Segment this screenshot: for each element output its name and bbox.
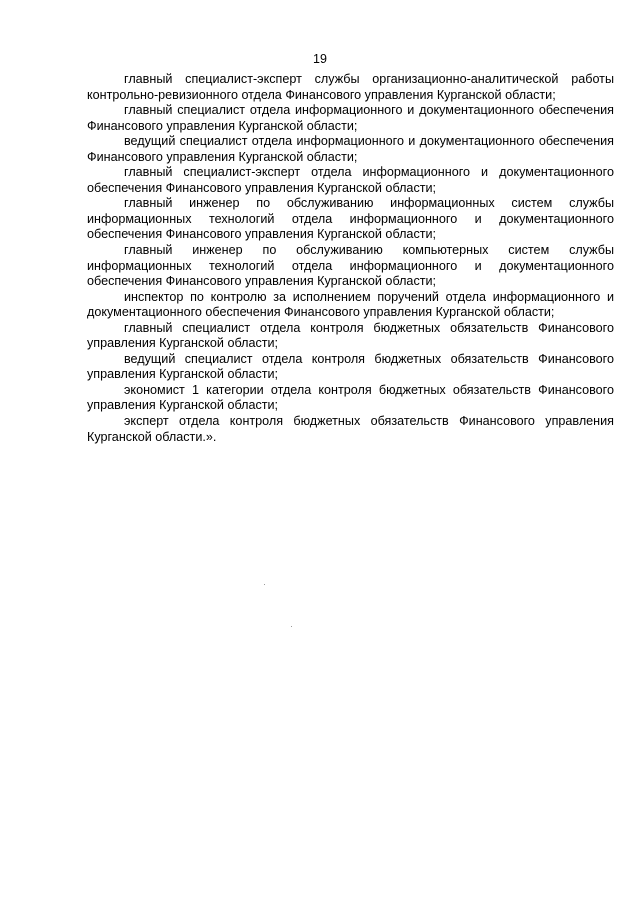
paragraph: главный специалист-эксперт отдела информационного и документационного обеспечения Финансового управления Курганской области; [87, 165, 614, 195]
paragraph: главный специалист-эксперт службы организационно-аналитической работы контрольно-ревизионного отдела Финансового управления Курганской области; [87, 72, 614, 102]
paragraph: главный инженер по обслуживанию информационных систем службы информационных технологий отдела информационного и документационного обеспечения Финансового управления Курганской области; [87, 196, 614, 242]
page-number: 19 [313, 52, 327, 66]
paragraph: главный специалист отдела информационного и документационного обеспечения Финансового управления Курганской области; [87, 103, 614, 133]
paragraph: экономист 1 категории отдела контроля бюджетных обязательств Финансового управления Курганской области; [87, 382, 614, 413]
paragraph: инспектор по контролю за исполнением поручений отдела информационного и документационного обеспечения Финансового управления Курганской области; [87, 289, 614, 320]
scan-speck [291, 626, 292, 627]
paragraph: ведущий специалист отдела информационного и документационного обеспечения Финансового управления Курганской области; [87, 134, 614, 164]
body-text [87, 72, 614, 445]
paragraph: эксперт отдела контроля бюджетных обязательств Финансового управления Курганской области.». [87, 414, 614, 444]
paragraph: главный специалист отдела контроля бюджетных обязательств Финансового управления Курганской области; [87, 320, 614, 351]
paragraph: ведущий специалист отдела контроля бюджетных обязательств Финансового управления Курганской области; [87, 351, 614, 382]
scan-speck [264, 584, 265, 585]
paragraph: главный инженер по обслуживанию компьютерных систем службы информационных технологий отдела информационного и документационного обеспечения Финансового управления Курганской области; [87, 243, 614, 289]
